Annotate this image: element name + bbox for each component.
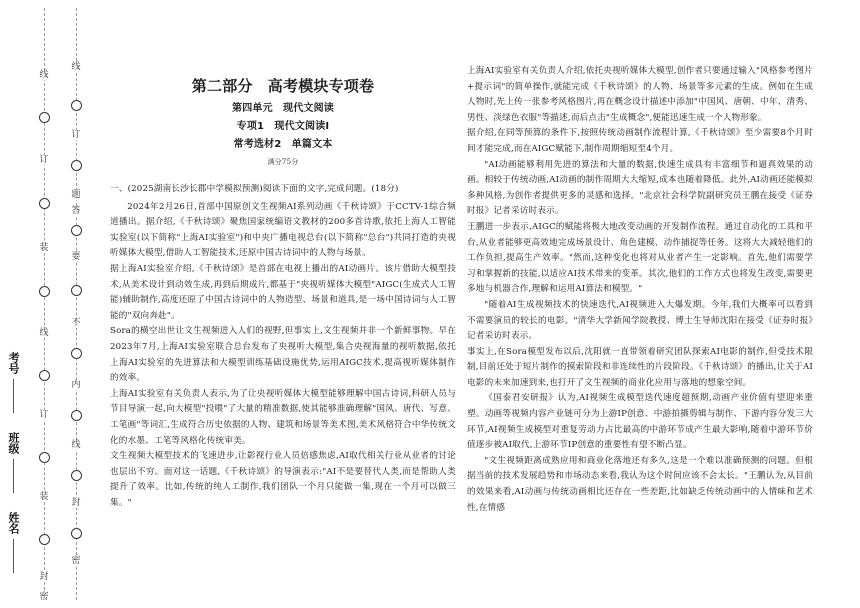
passage-paragraph: 上海AI实验室有关负责人表示,为了让央视听媒体大模型能够理解中国古诗词,科研人员与节目导演一起,向大模型"投喂"了大量的精准数据,使其能够准确理解"国风、唐代、写意、工笔画"等词汇,生成符合历史依据的人物、建筑和场景等美术图,美术风格符合中华传统文化的水墨、工笔等风格化传统审美。 <box>110 388 456 446</box>
seal-word: 题 <box>68 190 84 200</box>
seal-circle-mark <box>39 452 50 463</box>
seal-word: 密 <box>68 556 84 566</box>
exam-number-label: 考号 <box>7 352 20 374</box>
class-label: 班级 <box>7 432 20 454</box>
class-field[interactable] <box>4 432 22 493</box>
part-title: 第二部分 高考模块专项卷 <box>191 77 375 95</box>
seal-word: 线 <box>68 440 84 450</box>
seal-word: 答 <box>68 206 84 216</box>
name-blank[interactable] <box>13 539 14 573</box>
score-note: 满分75分 <box>267 158 299 166</box>
seal-word: 内 <box>68 380 84 390</box>
seal-word: 要 <box>68 252 84 262</box>
unit-title: 第四单元 现代文阅读 <box>232 103 334 114</box>
binding-margin <box>0 0 92 608</box>
seal-circle-mark <box>71 348 82 359</box>
seal-word: 订 <box>68 130 84 140</box>
sub-topic-title: 常考选材2 单篇文本 <box>233 139 333 150</box>
topic-title: 专项1 现代文阅读Ⅰ <box>236 121 330 132</box>
seal-word: 不 <box>68 318 84 328</box>
seal-circle-mark <box>39 534 50 545</box>
seal-circle-mark <box>71 100 82 111</box>
name-label: 姓名 <box>7 512 20 534</box>
seal-word: 装 <box>36 243 52 253</box>
passage-paragraph: "文生视频距离成熟应用和商业化落地还有多久,这是一个难以准确预测的问题。但根据当前的技术发展趋势和市场动态来看,我认为这个时间应该不会太长。"王鹏认为,从目前的效果来看,AI动画与传统动画相比还存在一些差距,比如缺乏传统动画中的人情味和艺术性,在情感 <box>467 455 813 513</box>
exam-number-field[interactable] <box>4 352 22 413</box>
passage-paragraph: "AI动画能够利用先进的算法和大量的数据,快速生成具有丰富细节和逼真效果的动画。相较于传统动画,AI动画的制作周期大大缩短,成本也随着降低。此外,AI动画还能模拟多种风格,为创作者提供更多的灵感和选择。"北京社会科学院副研究员王鹏在接受《证券时报》记者采访时表示。 <box>467 159 813 217</box>
seal-word: 线 <box>36 328 52 338</box>
inner-seal-column <box>68 0 84 608</box>
outer-seal-column <box>36 0 52 608</box>
seal-circle-mark <box>71 410 82 421</box>
passage-paragraph: Sora的横空出世让文生视频进入人们的视野,但事实上,文生视频并非一个新鲜事物。早在2023年7月,上海AI实验室联合总台发布了央视听大模型,集合央视海量的视听数据,依托上海AI实验室的先进算法和大模型训练基础设施优势,运用AIGC技术,提高视听媒体制作的效率。 <box>110 326 456 384</box>
seal-word: 订 <box>36 155 52 165</box>
passage-paragraph: 2024年2月26日,首部中国原创文生视频AI系列动画《千秋诗颂》于CCTV-1综合频道播出。据介绍,《千秋诗颂》聚焦国家统编语文教材的200多首诗歌,依托上海人工智能实验室(以下简称"上海AI实验室")和中央广播电视总台(以下简称"总台")共同打造的央视听媒体大模型,借助人工智能技术,还原中国古诗词中的人物与场景。 <box>110 201 456 259</box>
class-blank[interactable] <box>13 459 14 493</box>
name-field[interactable] <box>4 512 22 573</box>
passage-paragraph: 《国泰君安研报》认为,AI视频生成模型迭代速度超预期,动画产业价值有望迎来重塑。动画等视频内容产业链可分为上游IP创意、中游拍摄剪辑与制作、下游内容分发三大环节,AI视频生成模型对重复劳动力占比最高的中游环节成产生最大影响,随着中游环节价值逐步被AI取代,上游环节IP创意的重要性有望不断凸显。 <box>467 393 813 451</box>
passage-paragraph: 上海AI实验室有关负责人介绍,依托央视听媒体大模型,创作者只要通过输入"风格参考图片+提示词"的简单操作,就能完成《千秋诗颂》的人物、场景等多元素的生成。例如在生成人物时,先上传一张参考风格图片,再在概念设计描述中添加"中国风、唐朝、中年、清秀、男性、淡绿色衣服"等描述,而后点击"生成概念",便能迅速生成一个人物形象。 <box>467 66 813 123</box>
left-column <box>110 62 456 511</box>
passage-paragraph: 王鹏进一步表示,AIGC的赋能将极大地改变动画的开发制作流程。通过自动化的工具和平台,从业者能够更高效地完成场景设计、角色建模、动作捕捉等任务。这将大大减轻他们的工作负担,提高生产效率。"然而,这种变化也将对从业者产生一定影响。首先,他们需要学习和掌握新的技能,以适应AI技术带来的变革。其次,他们的工作方式也将发生改变,需要更多地与机器合作,理解和运用AI算法和模型。" <box>467 221 813 295</box>
seal-word: 封 <box>36 572 52 582</box>
right-column <box>467 64 813 516</box>
seal-circle-mark <box>39 286 50 297</box>
seal-word: 封 <box>68 498 84 508</box>
exam-number-blank[interactable] <box>13 379 14 413</box>
seal-circle-mark <box>71 470 82 481</box>
seal-word: 密 <box>36 592 52 602</box>
passage-paragraph: 文生视频大模型技术的飞速进步,让影视行业人员倍感焦虑,AI取代相关行业从业者的讨论也层出不穷。面对这一话题,《千秋诗颂》的导演表示:"AI不是要替代人类,而是帮助人类提升了效率。比如,传统的纯人工制作,我们团队一个月只能做一集,现在一个月可以做三集。" <box>110 451 456 508</box>
question-heading: 一、(2025湖南长沙长郡中学模拟预测)阅读下面的文字,完成问题。(18分) <box>110 184 399 194</box>
passage-paragraph: 据上海AI实验室介绍,《千秋诗颂》是首部在电视上播出的AI动画片。该片借助大模型技术,从美术设计到动效生成,再到后期成片,都基于"央视听媒体大模型"AIGC(生成式人工智能)辅助制作,高度还原了中国古诗词中的人物造型、场景和道具,是一场中国诗词与人工智能的"双向奔赴"。 <box>110 263 456 321</box>
seal-circle-mark <box>71 225 82 236</box>
seal-word: 装 <box>36 492 52 502</box>
seal-word: 订 <box>36 410 52 420</box>
seal-circle-mark <box>39 112 50 123</box>
passage-paragraph: 事实上,在Sora模型发布以后,沈阳就一直带领着研究团队探索AI电影的制作,但受技术限制,目前还处于短片制作的摸索阶段和非连续性的片段阶段。《千秋诗颂》的播出,让关于AI电影的未来加速到来,也打开了文生视频的商业化应用与落地的想象空间。 <box>467 346 813 388</box>
seal-word: 线 <box>68 62 84 72</box>
seal-circle-mark <box>71 160 82 171</box>
passage-paragraph: "随着AI生成视频技术的快速迭代,AI视频进入大爆发期。今年,我们大概率可以看到不需要演员的较长的电影。"清华大学新闻学院教授、博士生导师沈阳在接受《证券时报》记者采访时表示。 <box>467 299 813 342</box>
seal-circle-mark <box>39 198 50 209</box>
passage-paragraph: 据介绍,在同等预算的条件下,按照传统动画制作流程计算,《千秋诗颂》至少需要8个月时间才能完成,而在AIGC赋能下,制作周期缩短至4个月。 <box>467 128 813 154</box>
seal-circle-mark <box>71 285 82 296</box>
seal-circle-mark <box>71 528 82 539</box>
seal-word: 线 <box>36 70 52 80</box>
seal-circle-mark <box>39 370 50 381</box>
